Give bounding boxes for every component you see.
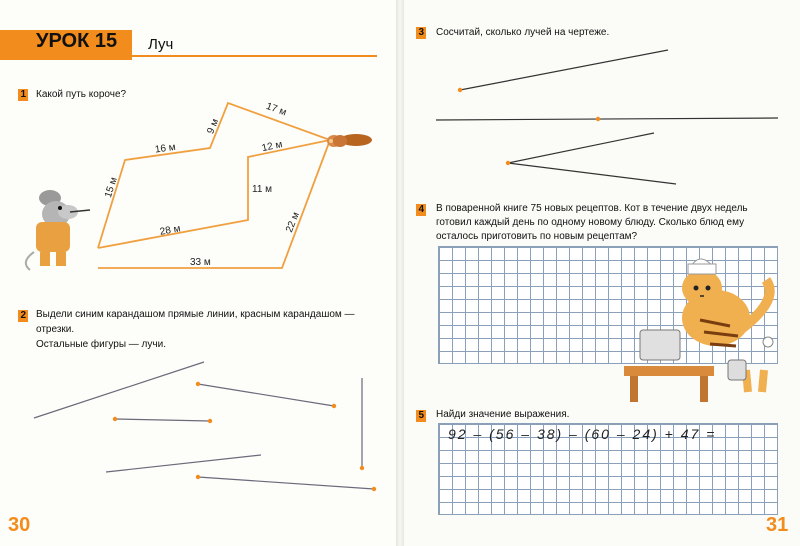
- task-2-text-line1: Выдели синим карандашом прямые линии, красным карандашом —: [36, 309, 355, 320]
- ray-figure: [460, 50, 668, 90]
- task-4-line1: В поваренной книге 75 новых рецептов. Кот в течение двух недель: [436, 203, 748, 214]
- distance-labels: [103, 101, 302, 268]
- task-1-question: Какой путь короче?: [36, 89, 127, 100]
- page-number-right: 31: [766, 514, 789, 536]
- task-4-number: 4: [418, 204, 424, 215]
- distance-label: 28 м: [159, 223, 182, 238]
- page-number-left: 30: [8, 514, 31, 536]
- ray-figure: [198, 477, 374, 489]
- distance-label: 16 м: [154, 141, 177, 156]
- ray-figure: [198, 384, 334, 406]
- distance-label: 15 м: [102, 175, 120, 200]
- task-2-figures: [34, 362, 374, 489]
- distance-label: 12 м: [260, 139, 284, 155]
- task-2-text-line3: Остальные фигуры — лучи.: [36, 339, 166, 350]
- distance-label: 22 м: [284, 210, 303, 235]
- task-1-number: 1: [20, 89, 26, 100]
- task-2-number: 2: [20, 310, 26, 321]
- task-3-points: [458, 88, 600, 165]
- task-3-number: 3: [418, 27, 424, 38]
- distance-label: 33 м: [190, 257, 211, 268]
- distance-label: 17 м: [264, 100, 288, 119]
- sausage-illustration: [327, 134, 372, 147]
- task-5-number: 5: [418, 410, 424, 421]
- mouse-illustration: [26, 190, 90, 270]
- lesson-title: УРОК 15: [36, 30, 118, 52]
- line-figure: [106, 455, 261, 472]
- task-2-endpoints: [113, 382, 376, 491]
- task-3-drawing: [436, 50, 778, 184]
- task-2-text-line2: отрезки.: [36, 324, 75, 335]
- distance-label: 11 м: [252, 184, 273, 195]
- task-4-line3: осталось приготовить по новым рецептам?: [436, 231, 638, 242]
- lesson-topic: Луч: [148, 36, 174, 53]
- cat-chef-illustration: [624, 259, 773, 402]
- task-4-line2: готовил каждый день по одному новому блюду. Сколько блюд ему: [436, 217, 745, 228]
- ray-figure: [508, 163, 676, 184]
- task-3-question: Сосчитай, сколько лучей на чертеже.: [436, 27, 610, 38]
- distance-label: 9 м: [205, 117, 222, 136]
- task-5-question: Найди значение выражения.: [436, 409, 570, 420]
- line-figure: [34, 362, 204, 418]
- ray-figure: [508, 133, 654, 163]
- segment-figure: [115, 419, 210, 421]
- task-5-expression: 92 – (56 – 38) – (60 – 24) + 47 =: [448, 426, 717, 442]
- line-figure: [436, 118, 778, 120]
